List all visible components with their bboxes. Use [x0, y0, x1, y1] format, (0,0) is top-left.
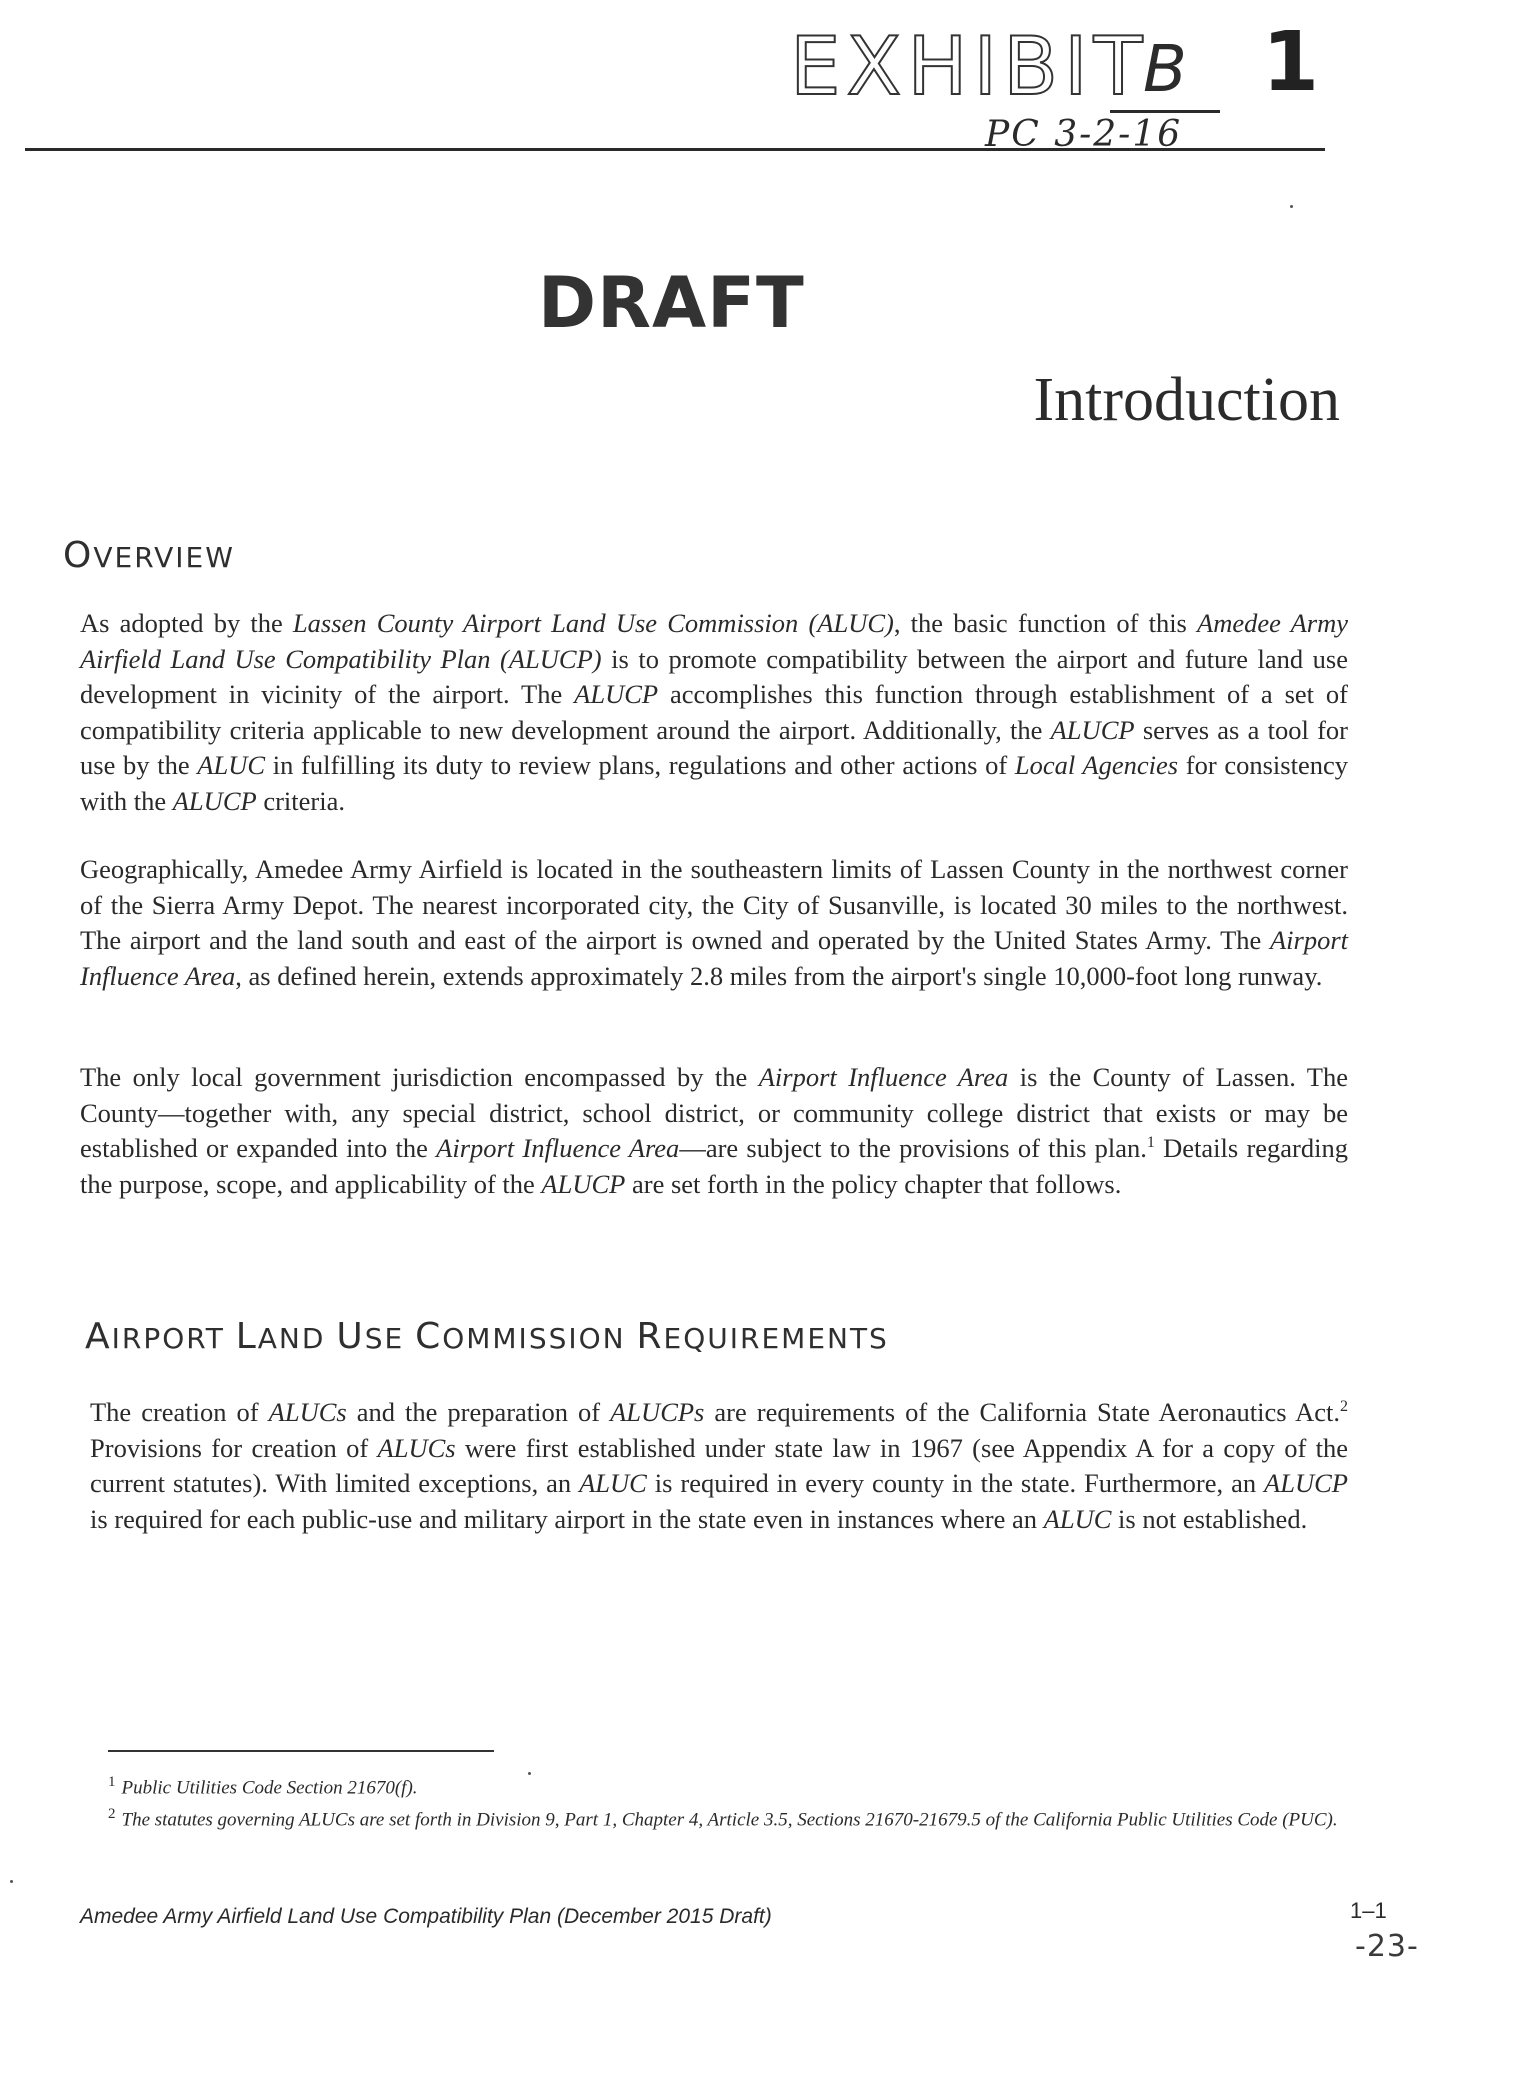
text-run: As adopted by the: [80, 608, 293, 638]
exhibit-letter: B: [1110, 30, 1220, 113]
footnote-text: The statutes governing ALUCs are set forth in Division 9, Part 1, Chapter 4, Article 3.5, Sections 21670-21679.5 of the California Public Utilities Code (PUC).: [121, 1809, 1338, 1831]
overview-paragraph-1: [80, 606, 1348, 819]
scan-speck: [528, 1772, 531, 1775]
heading-rest: OMMISSION: [442, 1322, 637, 1355]
exhibit-stamp: EXHIBIT: [790, 20, 1149, 113]
footnote-number: 2: [108, 1806, 116, 1822]
text-run: is required for each public-use and military airport in the state even in instances where an: [90, 1503, 1044, 1534]
italic-term: Lassen County Airport Land Use Commission (ALUC): [292, 608, 894, 638]
heading-initial: L: [235, 1316, 258, 1357]
header-rule: [25, 148, 1325, 151]
footnote-ref: 2: [1340, 1398, 1348, 1416]
text-run: accomplishes this function through establishment of a set of compatibility criteria applicable to new development around the airport. Additionally, the: [80, 679, 1348, 745]
text-run: in fulfilling its duty to review plans, regulations and other actions of: [265, 750, 1015, 780]
text-run: are set forth in the policy chapter that follows.: [625, 1168, 1122, 1199]
heading-initial: R: [636, 1316, 664, 1357]
section-heading-aluc-requirements: [85, 1317, 985, 1361]
italic-term: Airport Influence Area: [436, 1133, 680, 1163]
text-run: is required in every county in the state. Furthermore, an: [646, 1468, 1265, 1498]
chapter-title: Introduction: [1033, 366, 1340, 434]
footnote-rule: [108, 1750, 494, 1752]
text-run: Details regarding the purpose, scope, and applicability of the: [80, 1133, 1348, 1199]
heading-rest: AND: [257, 1322, 337, 1355]
aluc-paragraph-1: [90, 1395, 1348, 1537]
text-run: criteria.: [256, 785, 345, 816]
footnote-2: [108, 1800, 1348, 1834]
text-run: , the basic function of this: [893, 608, 1198, 638]
scan-speck: [1290, 205, 1293, 208]
text-run: The only local government jurisdiction encompassed by the: [80, 1062, 759, 1092]
italic-term: ALUCP: [172, 785, 257, 816]
footer-document-title: Amedee Army Airfield Land Use Compatibility Plan (December 2015 Draft): [80, 1905, 772, 1928]
footer-stamp-number: -23-: [1355, 1929, 1419, 1964]
italic-term: ALUCP: [1264, 1468, 1348, 1498]
italic-term: ALUCs: [377, 1432, 456, 1463]
italic-term: ALUCPs: [610, 1397, 705, 1427]
text-run: The creation of: [90, 1397, 269, 1427]
italic-term: ALUC: [579, 1468, 647, 1498]
text-run: serves as a tool for use by the: [80, 714, 1349, 780]
text-run: , as defined herein, extends approximately 2.8 miles from the airport's single 10,000-foot long runway.: [235, 960, 1323, 991]
heading-rest: IRPORT: [111, 1322, 236, 1355]
heading-rest: VERVIEW: [93, 541, 235, 574]
text-run: is not established.: [1111, 1503, 1308, 1534]
italic-term: Airport Influence Area: [80, 925, 1348, 991]
handwritten-note: PC 3-2-16: [985, 114, 1183, 155]
italic-term: ALUCs: [268, 1397, 347, 1427]
text-run: are requirements of the California State Aeronautics Act.: [704, 1397, 1340, 1427]
scan-speck: [10, 1880, 13, 1883]
italic-term: Local Agencies: [1014, 750, 1179, 780]
heading-initial: C: [415, 1316, 443, 1357]
heading-rest: SE: [364, 1322, 416, 1355]
text-run: and the preparation of: [346, 1397, 611, 1427]
text-run: Provisions for creation of: [90, 1432, 378, 1463]
text-run: is the County of Lassen. The County—together with, any special district, school district, or community college district that exists or may be established or expanded into the: [80, 1062, 1348, 1163]
text-run: Geographically, Amedee Army Airfield is located in the southeastern limits of Lassen County in the northwest corner of the Sierra Army Depot. The nearest incorporated city, the City of Susanville, is located 30 miles to the northwest. The airport and the land south and east of the airport is owned and operated by the United States Army. The: [80, 854, 1348, 955]
text-run: were first established under state law in 1967 (see Appendix A for a copy of the current statutes). With limited exceptions, an: [90, 1432, 1348, 1498]
footnote-1: [108, 1768, 1348, 1802]
draft-label: DRAFT: [538, 262, 805, 344]
footnote-number: 1: [108, 1774, 116, 1790]
text-run: is to promote compatibility between the airport and future land use development in vicinity of the airport. The: [80, 643, 1348, 709]
italic-term: ALUCP: [574, 679, 659, 709]
text-run: for consistency with the: [80, 750, 1348, 816]
overview-paragraph-3: [80, 1060, 1348, 1202]
italic-term: ALUC: [1043, 1503, 1112, 1534]
heading-initial: U: [336, 1316, 365, 1357]
overview-paragraph-2: [80, 852, 1348, 994]
footnote-ref: 1: [1146, 1134, 1155, 1152]
exhibit-page-number: 1: [1262, 15, 1320, 110]
footnote-text: Public Utilities Code Section 21670(f).: [121, 1777, 418, 1799]
text-run: —are subject to the provisions of this plan.: [679, 1133, 1147, 1163]
italic-term: ALUCP: [1050, 714, 1135, 745]
heading-initial: O: [63, 535, 94, 576]
italic-term: ALUC: [197, 750, 266, 780]
italic-term: Amedee Army Airfield Land Use Compatibility Plan (ALUCP): [80, 608, 1349, 674]
italic-term: ALUCP: [541, 1168, 626, 1199]
section-heading-overview: [63, 536, 463, 580]
heading-initial: A: [85, 1316, 112, 1357]
italic-term: Airport Influence Area: [758, 1062, 1009, 1092]
footer-page-number: 1–1: [1350, 1898, 1387, 1923]
heading-rest: EQUIREMENTS: [663, 1322, 889, 1355]
